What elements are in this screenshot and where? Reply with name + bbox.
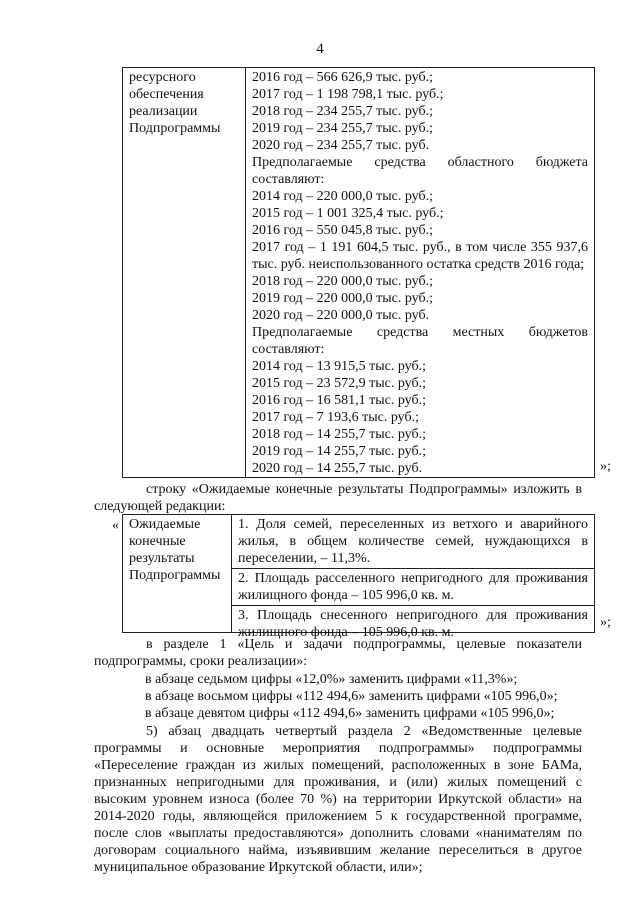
federal-line: 2018 год – 234 255,7 тыс. руб.; bbox=[252, 104, 433, 119]
table1-closing-quote: »; bbox=[600, 459, 611, 474]
result-item: 1. Доля семей, переселенных из ветхого и аварийного жилья, в общем количестве семей, нуждающихся в переселении, – 11,3%. bbox=[238, 517, 588, 566]
regional-line: 2019 год – 220 000,0 тыс. руб.; bbox=[252, 291, 433, 306]
label-line: Подпрограммы bbox=[129, 121, 221, 136]
table2-open-quote: « bbox=[112, 518, 119, 533]
federal-line: 2020 год – 234 255,7 тыс. руб. bbox=[252, 138, 430, 153]
table2-closing-quote: »; bbox=[600, 615, 611, 630]
label-line: Ожидаемые bbox=[129, 517, 201, 532]
amendment-line-9: в абзаце девятом цифры «112 494,6» заменить цифрами «105 996,0»; bbox=[145, 706, 555, 721]
local-line: 2019 год – 14 255,7 тыс. руб.; bbox=[252, 444, 426, 459]
results-table bbox=[122, 514, 595, 640]
results-intro-paragraph: строку «Ожидаемые конечные результаты Подпрограммы» изложить в следующей редакции: bbox=[94, 482, 582, 514]
regional-heading: Предполагаемые средства областного бюджета составляют: bbox=[252, 155, 588, 187]
local-line: 2020 год – 14 255,7 тыс. руб. bbox=[252, 461, 423, 476]
local-line: 2018 год – 14 255,7 тыс. руб.; bbox=[252, 427, 426, 442]
funding-table bbox=[122, 67, 595, 478]
result-item: 2. Площадь расселенного непригодного для проживания жилищного фонда – 105 996,0 кв. м. bbox=[232, 568, 594, 605]
regional-line: 2015 год – 1 001 325,4 тыс. руб.; bbox=[252, 206, 444, 221]
label-line: реализации bbox=[129, 104, 198, 119]
regional-line: 2016 год – 550 045,8 тыс. руб.; bbox=[252, 223, 433, 238]
amendment-line-7: в абзаце седьмом цифры «12,0%» заменить цифрами «11,3%»; bbox=[145, 672, 518, 687]
local-line: 2015 год – 23 572,9 тыс. руб.; bbox=[252, 376, 426, 391]
local-line: 2016 год – 16 581,1 тыс. руб.; bbox=[252, 393, 426, 408]
results-table-label-cell bbox=[123, 515, 232, 632]
local-line: 2017 год – 7 193,6 тыс. руб.; bbox=[252, 410, 419, 425]
paragraph-5: 5) абзац двадцать четвертый раздела 2 «Ведомственные целевые программы и основные мероприятия подпрограммы» подпрограммы «Переселение граждан из жилых помещений, расположенных в зоне БАМа, признанных непригодными для проживания, и (или) жилых помещений с высоким уровнем износа (более 70 %) на территории Иркутской области» на 2014-2020 годы, являющейся приложением 5 к государственной программе, после слов «выплаты предоставляются» дополнить словами «нанимателям по договорам социального найма, изъявившим желание переселиться в другое муниципальное образование Иркутской области, или»; bbox=[94, 724, 582, 875]
page-number: 4 bbox=[316, 41, 324, 57]
label-line: результаты bbox=[129, 551, 195, 566]
results-table-value-cell bbox=[232, 515, 594, 640]
federal-line: 2016 год – 566 626,9 тыс. руб.; bbox=[252, 70, 433, 85]
local-heading: Предполагаемые средства местных бюджетов составляют: bbox=[252, 325, 588, 357]
funding-table-value-cell bbox=[246, 68, 594, 477]
local-line: 2014 год – 13 915,5 тыс. руб.; bbox=[252, 359, 426, 374]
regional-line: 2014 год – 220 000,0 тыс. руб.; bbox=[252, 189, 433, 204]
regional-line: 2020 год – 220 000,0 тыс. руб. bbox=[252, 308, 430, 323]
funding-table-label-cell bbox=[123, 68, 246, 477]
federal-line: 2017 год – 1 198 798,1 тыс. руб.; bbox=[252, 87, 444, 102]
label-line: Подпрограммы bbox=[129, 568, 221, 583]
label-line: конечные bbox=[129, 534, 186, 549]
result-item: 3. Площадь снесенного непригодного для проживания жилищного фонда – 105 996,0 кв. м. bbox=[232, 605, 594, 642]
label-line: ресурсного bbox=[129, 70, 196, 85]
regional-line-2017: 2017 год – 1 191 604,5 тыс. руб., в том числе 355 937,6 тыс. руб. неиспользованного остатка средств 2016 года; bbox=[252, 240, 588, 272]
regional-line: 2018 год – 220 000,0 тыс. руб.; bbox=[252, 274, 433, 289]
section1-paragraph: в разделе 1 «Цель и задачи подпрограммы, целевые показатели подпрограммы, сроки реализации»: bbox=[94, 637, 582, 669]
label-line: обеспечения bbox=[129, 87, 204, 102]
federal-line: 2019 год – 234 255,7 тыс. руб.; bbox=[252, 121, 433, 136]
amendment-line-8: в абзаце восьмом цифры «112 494,6» заменить цифрами «105 996,0»; bbox=[145, 689, 558, 704]
